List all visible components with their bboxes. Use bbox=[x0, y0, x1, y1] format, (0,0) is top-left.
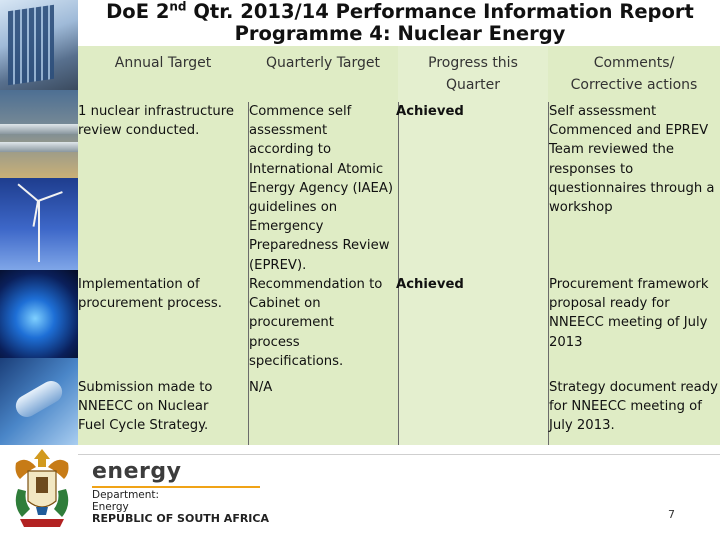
row3-quarterly-target: N/A bbox=[249, 380, 273, 395]
gas-flame-image bbox=[0, 270, 78, 358]
solar-panel-image bbox=[0, 0, 78, 90]
header-comments: Comments/ Corrective actions bbox=[570, 55, 698, 93]
header-quarterly-target: Quarterly Target bbox=[265, 55, 381, 71]
page-number: 7 bbox=[668, 508, 675, 521]
row2-comments: Procurement framework proposal ready for NNEECC meeting of July 2013 bbox=[549, 277, 709, 350]
row1-comments: Self assessment Commenced and EPREV Team reviewed the responses to questionnaires through a workshop bbox=[549, 104, 715, 216]
row2-annual-target: Implementation of procurement process. bbox=[78, 277, 222, 312]
pipeline-image bbox=[0, 90, 78, 178]
row1-quarterly-target: Commence self assessment according to International Atomic Energy Agency (IAEA) guidelines on Emergency Preparedness Review (EPREV). bbox=[249, 104, 394, 273]
row1-progress: Achieved bbox=[396, 104, 464, 119]
header-progress: Progress this Quarter bbox=[428, 55, 518, 93]
slide-title-line1: DoE 2nd Qtr. 2013/14 Performance Information Report bbox=[106, 0, 694, 23]
country-name: REPUBLIC OF SOUTH AFRICA bbox=[92, 512, 269, 525]
row1-annual-target: 1 nuclear infrastructure review conducted. bbox=[78, 104, 235, 139]
performance-table bbox=[78, 46, 720, 454]
row3-annual-target: Submission made to NNEECC on Nuclear Fuel Cycle Strategy. bbox=[78, 380, 213, 434]
fuel-rod-image bbox=[0, 358, 78, 445]
department-label bbox=[92, 489, 269, 525]
brand-wordmark: energy bbox=[92, 459, 182, 484]
sidebar-image-strip bbox=[0, 0, 78, 445]
department-name: Energy bbox=[92, 501, 129, 513]
slide-title-line2: Programme 4: Nuclear Energy bbox=[234, 22, 566, 45]
row2-progress: Achieved bbox=[396, 277, 464, 292]
slide-footer bbox=[0, 445, 720, 540]
department-prefix: Department: bbox=[92, 489, 160, 501]
brand-underline bbox=[92, 486, 260, 488]
coat-of-arms-logo bbox=[6, 445, 78, 531]
wind-turbine-image bbox=[0, 178, 78, 270]
row2-quarterly-target: Recommendation to Cabinet on procurement process specifications. bbox=[249, 277, 383, 369]
row3-comments: Strategy document ready for NNEECC meeting of July 2013. bbox=[549, 380, 718, 434]
footer-divider bbox=[78, 454, 720, 455]
slide-title bbox=[80, 0, 720, 46]
header-annual-target: Annual Target bbox=[114, 55, 212, 71]
